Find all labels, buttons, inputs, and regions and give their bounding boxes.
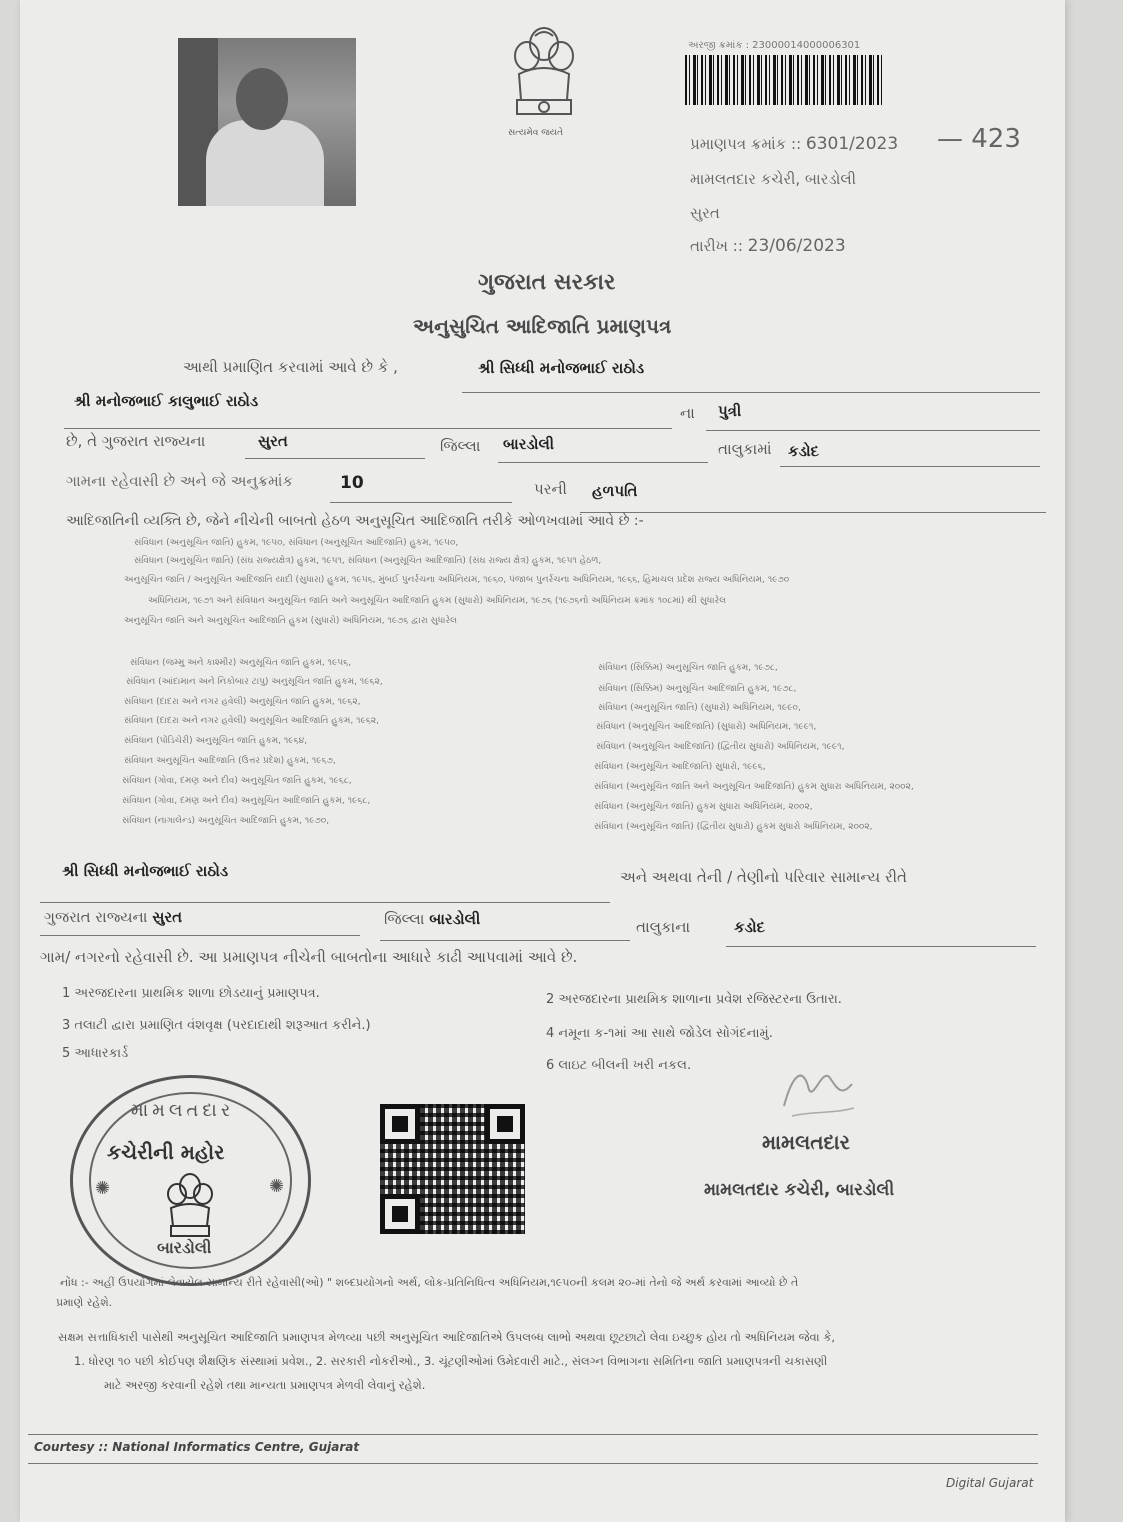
tribe-underline (580, 512, 1046, 513)
seal-office-text: કચેરીની મહોર (107, 1140, 225, 1164)
taluka-underline (498, 462, 708, 463)
tribe-name: હળપતિ (592, 482, 638, 500)
candidate-name: શ્રી સિધ્ધી મનોજભાઈ રાઠોડ (478, 359, 645, 377)
barcode (685, 55, 885, 105)
basis-text: ગામ/ નગરનો રહેવાસી છે. આ પ્રમાણપત્ર નીચેની બાબતોના આધારે કાઢી આપવામાં આવે છે. (40, 948, 578, 966)
signature-scribble (772, 1056, 862, 1126)
note-line: નોંધ :- અહીં ઉપયોગમાં લેવાયેલ સામાન્ય રીતે રહેવાસી(ઓ) " શબ્દપ્રયોગનો અર્થ, લોક-પ્રતિનિધિત્વ અધિનિયમ,૧૯૫૦ની કલમ ૨૦-માં તેનો જે અર્થ કરવામાં આવ્યો છે તે (60, 1276, 799, 1289)
district-underline (245, 458, 425, 459)
serial-number: 10 (340, 473, 364, 493)
family-name-underline (40, 902, 610, 903)
seal-bottom-text: બારડોલી (157, 1238, 212, 1257)
order-right-item: સંવિધાન (સિક્કિમ) અનુસૂચિત જાતિ હુકમ, ૧૯૭૮, (598, 663, 778, 673)
family-village-underline (726, 946, 1036, 947)
order-line: સંવિધાન (અનુસૂચિત જાતિ) (સંઘ રાજ્યક્ષેત્ર) હુકમ, ૧૯૫૧, સંવિધાન (અનુસૂચિત આદિજાતિ) (સંઘ રાજ્ય ક્ષેત્ર) હુકમ, ૧૯૫૧ હેઠળ, (134, 556, 602, 566)
note-line: સક્ષમ સત્તાધિકારી પાસેથી અનુસૂચિત આદિજાતિ પ્રમાણપત્ર મેળવ્યા પછી અનુસૂચિત આદિજાતિએ ઉપલબ્ધ લાભો અથવા છૂટછાટો લેવા ઇચ્છુક હોય તો અધિનિયમ જેવા કે, (58, 1330, 835, 1344)
order-left-item: સંવિધાન (પોંડિચેરી) અનુસૂચિત જાતિ હુકમ, ૧૯૬૪, (124, 736, 308, 746)
district: સુરત (258, 432, 288, 450)
relation-underline (706, 430, 1040, 431)
parent-name: શ્રી મનોજભાઈ કાલુભાઈ રાઠોડ (74, 392, 259, 410)
star-icon: ✺ (269, 1176, 285, 1197)
signatory-office: મામલતદાર કચેરી, બારડોલી (704, 1180, 895, 1200)
handwritten-number: — 423 (937, 124, 1021, 154)
tribe-prefix: પરની (534, 480, 567, 498)
emblem-caption: સત્યમેવ જયતે (508, 128, 564, 138)
order-right-item: સંવિધાન (અનુસૂચિત જાતિ અને અનુસૂચિત આદિજાતિ) હુકમ સુધારા અધિનિયમ, ૨૦૦૨, (594, 782, 914, 792)
family-state-label: ગુજરાત રાજ્યના સુરત (44, 908, 183, 926)
district-label: જિલ્લા (440, 437, 481, 455)
document-item: 6 લાઇટ બીલની ખરી નકલ. (546, 1058, 692, 1073)
order-left-item: સંવિધાન (નાગાલેન્ડ) અનુસૂચિત આદિજાતિ હુકમ, ૧૯૭૦, (122, 816, 330, 826)
serial-underline (330, 502, 512, 503)
order-line: અનુસૂચિત જાતિ / અનુસૂચિત આદિજાતિ યાદી (સુધારા) હુકમ, ૧૯૫૬, મુંબઈ પુનર્રચના અધિનિયમ, ૧૯૬૦, પંજાબ પુનર્રચના અધિનિયમ, ૧૯૬૬, હિમાચલ પ્રદેશ રાજ્ય અધિનિયમ, ૧૯૭૦ (124, 575, 790, 585)
order-left-item: સંવિધાન (ગોવા, દમણ અને દીવ) અનુસૂચિત જાતિ હુકમ, ૧૯૬૮, (122, 776, 352, 786)
page-title: ગુજરાત સરકાર (478, 270, 616, 295)
order-left-item: સંવિધાન (દાદરા અને નગર હવેલી) અનુસૂચિત જાતિ હુકમ, ૧૯૬૨, (124, 697, 361, 707)
village: કડોદ (788, 442, 819, 460)
document-item: 4 નમૂના ક-૧માં આ સાથે જોડેલ સોગંદનામું. (546, 1026, 773, 1041)
order-left-item: સંવિધાન (ગોવા, દમણ અને દીવ) અનુસૂચિત આદિજાતિ હુકમ, ૧૯૬૮, (122, 796, 371, 806)
family-district-underline (40, 935, 360, 936)
order-right-item: સંવિધાન (અનુસૂચિત જાતિ) (દ્વિતીય સુધારો) હુકમ સુધારો અધિનિયમ, ૨૦૦૨, (594, 822, 873, 832)
family-name: શ્રી સિધ્ધી મનોજભાઈ રાઠોડ (62, 862, 229, 880)
document-item: 2 અરજદારના પ્રાથમિક શાળાના પ્રવેશ રજિસ્ટરના ઉતારા. (546, 992, 842, 1007)
family-taluka-underline (380, 940, 630, 941)
order-right-item: સંવિધાન (અનુસૂચિત આદિજાતિ) (દ્વિતીય સુધારો) અધિનિયમ, ૧૯૯૧, (596, 742, 845, 752)
taluka-label: તાલુકામાં (718, 440, 772, 458)
state-text: છે, તે ગુજરાત રાજ્યના (66, 432, 206, 450)
family-taluka-label: તાલુકાના (636, 918, 691, 936)
order-line: સંવિધાન (અનુસૂચિત જાતિ) હુકમ, ૧૯૫૦, સંવિધાન (અનુસૂચિત આદિજાતિ) હુકમ, ૧૯૫૦, (134, 538, 459, 548)
family-text: અને અથવા તેની / તેણીનો પરિવાર સામાન્ય રીતે (620, 868, 907, 886)
issuing-office: મામલતદાર કચેરી, બારડોલી (690, 170, 856, 188)
order-left-item: સંવિધાન અનુસૂચિત આદિજાતિ (ઉત્તર પ્રદેશ) હુકમ, ૧૯૬૭, (124, 756, 336, 766)
star-icon: ✺ (95, 1178, 111, 1199)
taluka-name: બારડોલી (503, 435, 555, 453)
issuing-city: સુરત (690, 204, 720, 222)
applicant-photo (178, 38, 356, 206)
order-left-item: સંવિધાન (દાદરા અને નગર હવેલી) અનુસૂચિત આદિજાતિ હુકમ, ૧૯૬૨, (124, 716, 380, 726)
order-left-item: સંવિધાન (જમ્મુ અને કાશ્મીર) અનુસૂચિત જાતિ હુકમ, ૧૯૫૬, (130, 658, 352, 668)
qr-code (380, 1104, 525, 1234)
note-line: 1. ધોરણ ૧૦ પછી કોઈપણ શૈક્ષણિક સંસ્થામાં પ્રવેશ., 2. સરકારી નોકરીઓ., 3. ચૂંટણીઓમાં ઉમેદવારી માટે., સંલગ્ન વિભાગના સમિતિના જાતિ પ્રમાણપત્રની ચકાસણી (74, 1354, 828, 1368)
village-underline (780, 466, 1040, 467)
order-right-item: સંવિધાન (અનુસૂચિત જાતિ) (સુધારો) અધિનિયમ, ૧૯૯૦, (598, 703, 801, 713)
order-right-item: સંવિધાન (અનુસૂચિત આદિજાતિ) (સુધારો) અધિનિયમ, ૧૯૯૧, (596, 722, 817, 732)
family-district-label: જિલ્લા બારડોલી (384, 910, 481, 928)
parent-name-underline (64, 428, 672, 429)
resident-text: ગામના રહેવાસી છે અને જે અનુક્રમાંક (66, 472, 294, 490)
national-emblem-icon (505, 22, 583, 140)
relation: પુત્રી (718, 402, 742, 420)
order-line: અધિનિયમ, ૧૯૭૧ અને સંવિધાન અનુસૂચિત જાતિ અને અનુસૂચિત આદિજાતિ હુકમ (સુધારો) અધિનિયમ, ૧૯૭૬ (૧૯૭૬નો અધિનિયમ ક્રમાંક ૧૦૮માં) થી સુધારેલ (148, 596, 726, 606)
document-item: 1 અરજદારના પ્રાથમિક શાળા છોડયાનું પ્રમાણપત્ર. (62, 986, 320, 1001)
page-subtitle: અનુસુચિત આદિજાતિ પ્રમાણપત્ર (413, 314, 672, 338)
of-label: ના (680, 404, 695, 422)
issue-date: તારીખ :: 23/06/2023 (690, 236, 846, 256)
intro-text: આથી પ્રમાણિત કરવામાં આવે છે કે , (183, 358, 398, 376)
footer-brand: Digital Gujarat (946, 1476, 1034, 1490)
order-right-item: સંવિધાન (સિક્કિમ) અનુસૂચિત આદિજાતિ હુકમ, ૧૯૭૮, (598, 684, 797, 694)
order-line: અનુસૂચિત જાતિ અને અનુસૂચિત આદિજાતિ હુકમ (સુધારો) અધિનિયમ, ૧૯૭૬ દ્વારા સુધારેલ (124, 616, 457, 626)
order-right-item: સંવિધાન (અનુસૂચિત આદિજાતિ) સુધારો, ૧૯૯૬, (594, 762, 766, 772)
footer-courtesy: Courtesy :: National Informatics Centre, Gujarat (34, 1440, 360, 1454)
candidate-name-underline (462, 392, 1040, 393)
application-number: અરજી ક્રમાંક : 23000014000006301 (688, 40, 861, 51)
certificate-number: પ્રમાણપત્ર ક્રમાંક :: 6301/2023 (690, 134, 899, 154)
document-item: 5 આધારકાર્ડ (62, 1046, 129, 1061)
seal-ring-text: મામલતદાર (131, 1100, 235, 1121)
seal-emblem-icon (161, 1170, 219, 1242)
document-item: 3 તલાટી દ્વારા પ્રમાણિત વંશવૃક્ષ (પરદાદાથી શરૂઆત કરીને.) (62, 1018, 371, 1033)
signatory-designation: મામલતદાર (762, 1130, 850, 1154)
order-right-item: સંવિધાન (અનુસૂચિત જાતિ) હુકમ સુધારા અધિનિયમ, ૨૦૦૨, (594, 802, 813, 812)
office-seal (70, 1075, 311, 1286)
note-line: પ્રમાણે રહેશે. (56, 1296, 113, 1309)
order-left-item: સંવિધાન (આંદામાન અને નિકોબાર ટાપુ) અનુસૂચિત જાતિ હુકમ, ૧૯૬૨, (126, 677, 383, 687)
tribe-declaration: આદિજાતિની વ્યક્તિ છે, જેને નીચેની બાબતો હેઠળ અનુસૂચિત આદિજાતિ તરીકે ઓળખવામાં આવે છે :- (66, 513, 644, 529)
note-line: માટે અરજી કરવાની રહેશે તથા માન્યતા પ્રમાણપત્ર મેળવી લેવાનું રહેશે. (104, 1378, 426, 1392)
family-village: કડોદ (734, 918, 765, 936)
